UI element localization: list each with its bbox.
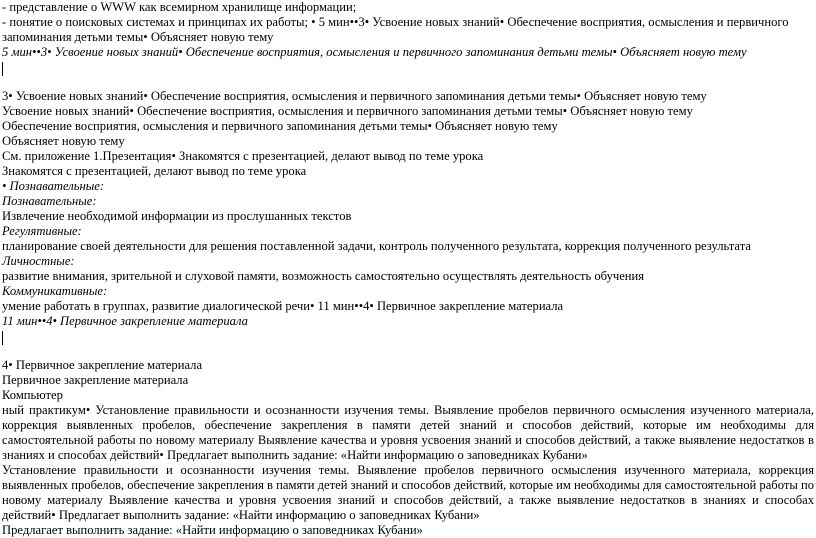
text-paragraph: ный практикум• Установление правильности и осознанности изучения темы. Выявление пробелов первичного осмысления изученного материала, коррекция выявленных пробелов, обеспечение закрепления в памяти детей знаний и способов действий, которые им необходимы для самостоятельной работы по новому материалу Выявление качества и уровня усвоения знаний и способов действий, а также выявление недостатков в знаниях и способах действий• Предлагает выполнить задание: «Найти информацию о заповедниках Кубани» — [2, 403, 814, 462]
text-line: Предлагает выполнить задание: «Найти информацию о заповедниках Кубани» — [2, 523, 423, 537]
text-line: Коммуникативные: — [2, 284, 108, 298]
text-cursor — [2, 331, 3, 345]
text-line: Обеспечение восприятия, осмысления и первичного запоминания детьми темы• Объясняет новую тему — [2, 119, 558, 133]
text-line: Личностные: — [2, 254, 75, 268]
text-line: Первичное закрепление материала — [2, 373, 189, 387]
text-line: развитие внимания, зрительной и слуховой памяти, возможность самостоятельно осуществлять деятельность обучения — [2, 269, 645, 283]
text-line: - понятие о поисковых системах и принципах их работы; • 5 мин••3• Усвоение новых знаний• Обеспечение восприятия, осмысления и первичного — [2, 15, 789, 29]
text-line: Знакомятся с презентацией, делают вывод по теме урока — [2, 164, 307, 178]
text-line: Извлечение необходимой информации из прослушанных текстов — [2, 209, 352, 223]
text-line: запоминания детьми темы• Объясняет новую тему — [2, 30, 274, 44]
text-cursor — [2, 62, 3, 76]
text-line: 11 мин••4• Первичное закрепление материала — [2, 314, 248, 328]
text-line: - представление о WWW как всемирном хранилище информации; — [2, 0, 357, 14]
text-line: 5 мин••3• Усвоение новых знаний• Обеспечение восприятия, осмысления и первичного запоминания детьми темы• Объясняет новую тему — [2, 45, 747, 59]
text-line: См. приложение 1.Презентация• Знакомятся с презентацией, делают вывод по теме урока — [2, 149, 484, 163]
text-line: умение работать в группах, развитие диалогической речи• 11 мин••4• Первичное закрепление материала — [2, 299, 564, 313]
text-line: 3• Усвоение новых знаний• Обеспечение восприятия, осмысления и первичного запоминания детьми темы• Объясняет новую тему — [2, 89, 707, 103]
text-line: планирование своей деятельности для решения поставленной задачи, контроль полученного результата, коррекция полученного результата — [2, 239, 751, 253]
text-line: Познавательные: — [2, 194, 97, 208]
text-line: Усвоение новых знаний• Обеспечение восприятия, осмысления и первичного запоминания детьми темы• Объясняет новую тему — [2, 104, 693, 118]
text-line: • Познавательные: — [2, 179, 105, 193]
text-paragraph: Установление правильности и осознанности изучения темы. Выявление пробелов первичного осмысления изученного материала, коррекция выявленных пробелов, обеспечение закрепления в памяти детей знаний и способов действий, которые им необходимы для самостоятельной работы по новому материалу Выявление качества и уровня усвоения знаний и способов действий, а также выявление недостатков в знаниях и способах действий• Предлагает выполнить задание: «Найти информацию о заповедниках Кубани» — [2, 463, 814, 522]
text-line: Компьютер — [2, 388, 63, 402]
text-line: Объясняет новую тему — [2, 134, 125, 148]
text-line: Регулятивные: — [2, 224, 82, 238]
text-line: 4• Первичное закрепление материала — [2, 358, 203, 372]
